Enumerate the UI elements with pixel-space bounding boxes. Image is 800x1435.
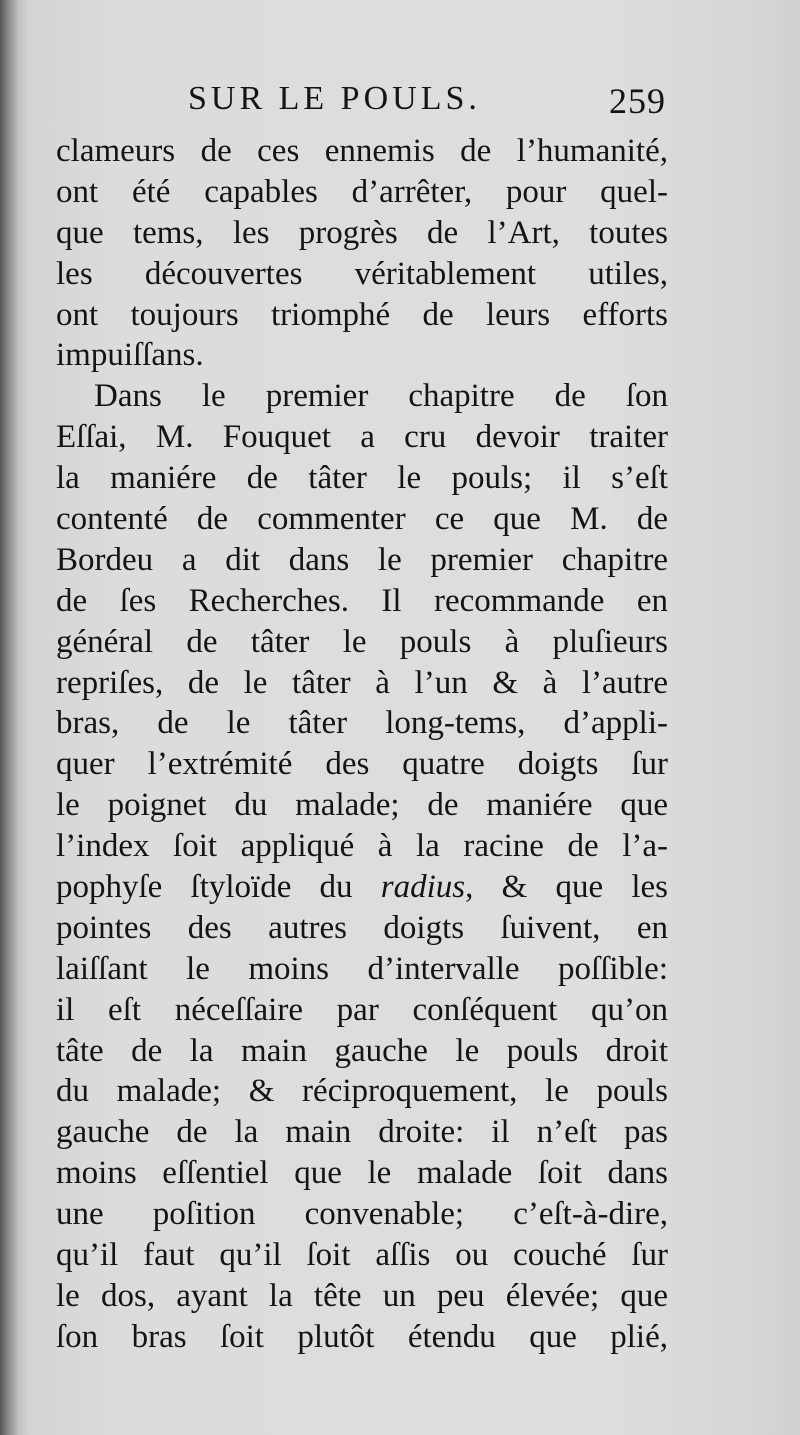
text-line: Bordeu a dit dans le premier chapitre [56,541,668,578]
text-line-with-italic [56,867,668,908]
text-line: gauche de la main droite: il n’eſt pas [56,1114,668,1151]
text-line: les découvertes véritablement utiles, [56,255,668,292]
text-line: la maniére de tâter le pouls; il s’eſt [56,460,668,497]
text-line: ont toujours triomphé de leurs efforts [56,296,668,333]
text-line: contenté de commenter ce que M. de [56,501,668,538]
text-line: clameurs de ces ennemis de l’humanité, [56,133,668,169]
text-line: que tems, les progrès de l’Art, toutes [56,214,668,251]
text-line: repriſes, de le tâter à l’un & à l’autre [56,664,668,701]
text-segment: pophyſe ſtyloïde du [56,869,381,906]
text-line: une poſition convenable; c’eſt-à-dire, [56,1196,668,1233]
text-line: il eſt néceſſaire par conſéquent qu’on [56,991,668,1028]
text-line: le dos, ayant la tête un peu élevée; que [56,1277,668,1314]
text-line: du malade; & réciproquement, le pouls [56,1073,668,1110]
text-line: Eſſai, M. Fouquet a cru devoir traiter [56,419,668,456]
text-line: le poignet du malade; de maniére que [56,787,668,824]
paragraph-start-line: Dans le premier chapitre de ſon [94,378,668,415]
text-line: laiſſant le moins d’intervalle poſſible: [56,950,668,987]
text-line: l’index ſoit appliqué à la racine de l’a- [56,828,668,865]
page-number: 259 [609,81,666,121]
text-line: tâte de la main gauche le pouls droit [56,1032,668,1069]
running-head: SUR LE POULS. [188,80,481,117]
text-line: quer l’extrémité des quatre doigts ſur [56,746,668,783]
text-line: bras, de le tâter long-tems, d’appli- [56,705,668,742]
text-line: ont été capables d’arrêter, pour quel- [56,173,668,210]
text-line: qu’il faut qu’il ſoit aſſis ou couché ſur [56,1237,668,1274]
text-line: ſon bras ſoit plutôt étendu que plié, [56,1318,668,1355]
page-gutter-shadow [0,0,30,1435]
page-header [58,80,666,124]
text-line: impuiſſans. [56,337,204,374]
italic-term-radius: radius [380,869,466,906]
text-segment: , & que les [465,869,668,906]
text-line: général de tâter le pouls à pluſieurs [56,623,668,660]
body-text [56,131,668,1358]
text-line: pointes des autres doigts ſuivent, en [56,909,668,946]
text-line: de ſes Recherches. Il recommande en [56,582,668,619]
text-line: moins eſſentiel que le malade ſoit dans [56,1155,668,1192]
